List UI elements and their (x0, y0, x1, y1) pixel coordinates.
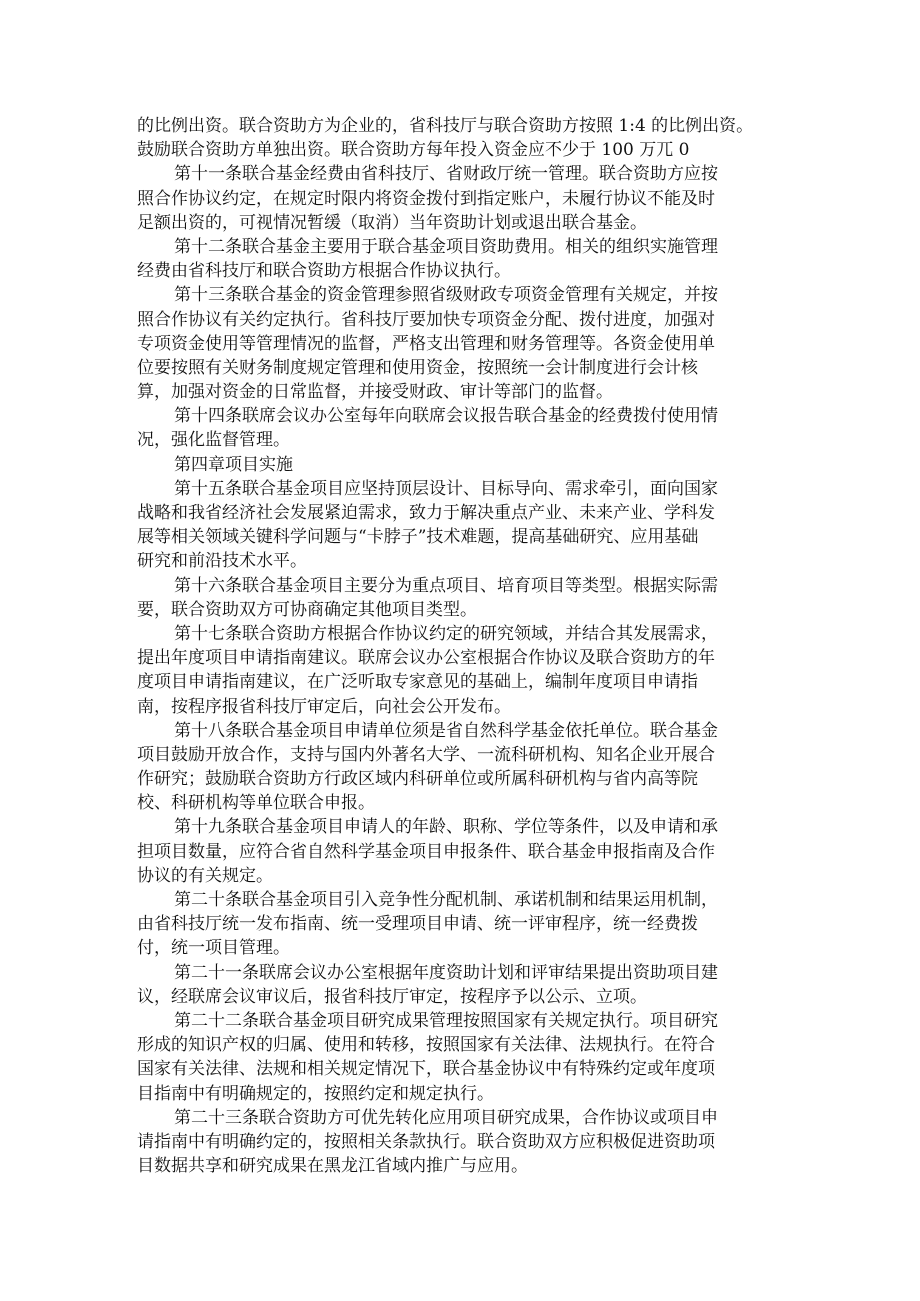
text-line: 算，加强对资金的日常监督，并接受财政、审计等部门的监督。 (137, 382, 613, 403)
text-line: 要，联合资助双方可协商确定其他项目类型。 (137, 599, 477, 620)
text-line: 校、科研机构等单位联合申报。 (137, 793, 375, 814)
text-line: 担项目数量，应符合省自然科学基金项目申报条件、联合基金申报指南及合作 (137, 841, 715, 862)
text-line: 第二十条联合基金项目引入竞争性分配机制、承诺机制和结果运用机制， (174, 890, 718, 910)
text-line: 第二十三条联合资助方可优先转化应用项目研究成果，合作协议或项目申 (174, 1107, 718, 1128)
text-line: 第十九条联合基金项目申请人的年龄、职称、学位等条件，以及申请和承 (174, 817, 718, 838)
text-line: 度项目申请指南建议，在广泛听取专家意见的基础上，编制年度项目申请指 (137, 672, 698, 693)
text-line: 提出年度项目申请指南建议。联席会议办公室根据合作协议及联合资助方的年 (137, 648, 715, 669)
document-page (137, 114, 797, 1178)
text-line: 战略和我省经济社会发展紧迫需求，致力于解决重点产业、未来产业、学科发 (137, 503, 715, 523)
text-line: 请指南中有明确约定的，按照相关条款执行。联合资助双方应积极促进资助项 (137, 1131, 715, 1152)
text-line: 付，统一项目管理。 (137, 938, 290, 959)
text-line: 第二十一条联席会议办公室根据年度资助计划和评审结果提出资助项目建 (174, 962, 718, 983)
text-line: 目指南中有明确规定的，按照约定和规定执行。 (137, 1083, 494, 1104)
text-line: 作研究；鼓励联合资助方行政区域内科研单位或所属科研机构与省内高等院 (137, 769, 698, 790)
text-line: 南，按程序报省科技厅审定后，向社会公开发布。 (137, 696, 511, 717)
text-line: 目数据共享和研究成果在黑龙江省域内推广与应用。 (137, 1156, 528, 1177)
text-line: 足额出资的，可视情况暂缓（取消）当年资助计划或退出联合基金。 (137, 212, 647, 233)
text-line: 第十六条联合基金项目主要分为重点项目、培育项目等类型。根据实际需 (174, 575, 718, 596)
text-line: 况，强化监督管理。 (137, 430, 290, 451)
text-line: 第十七条联合资助方根据合作协议约定的研究领域，并结合其发展需求， (174, 623, 718, 644)
text-line: 专项资金使用等管理情况的监督，严格支出管理和财务管理等。各资金使用单 (137, 333, 715, 354)
text-line: 展等相关领域关键科学问题与“卡脖子”技术难题，提高基础研究、应用基础 (137, 527, 699, 548)
text-line: 照合作协议有关约定执行。省科技厅要加快专项资金分配、拨付进度，加强对 (137, 309, 715, 330)
text-line: 协议的有关规定。 (137, 865, 273, 886)
text-line: 由省科技厅统一发布指南、统一受理项目申请、统一评审程序，统一经费拨 (137, 914, 698, 935)
text-line: 形成的知识产权的归属、使用和转移，按照国家有关法律、法规执行。在符合 (137, 1035, 715, 1056)
text-line: 经费由省科技厅和联合资助方根据合作协议执行。 (137, 261, 511, 282)
text-line: 议，经联席会议审议后，报省科技厅审定，按程序予以公示、立项。 (137, 986, 647, 1007)
text-line: 研究和前沿技术水平。 (137, 551, 307, 572)
text-line: 第十四条联席会议办公室每年向联席会议报告联合基金的经费拨付使用情 (174, 406, 718, 427)
text-line: 第十五条联合基金项目应坚持顶层设计、目标导向、需求牵引，面向国家 (174, 478, 718, 499)
text-line: 国家有关法律、法规和相关规定情况下，联合基金协议中有特殊约定或年度项 (137, 1059, 715, 1080)
text-line: 的比例出资。联合资助方为企业的，省科技厅与联合资助方按照 1:4 的比例出资。 (137, 116, 754, 136)
text-line: 第四章项目实施 (174, 454, 293, 475)
text-line: 鼓励联合资助方单独出资。联合资助方每年投入资金应不少于 100 万兀 0 (137, 140, 690, 161)
text-line: 第二十二条联合基金项目研究成果管理按照国家有关规定执行。项目研究 (174, 1010, 718, 1031)
text-line: 项目鼓励开放合作，支持与国内外著名大学、一流科研机构、知名企业开展合 (137, 744, 715, 765)
text-line: 位要按照有关财务制度规定管理和使用资金，按照统一会计制度进行会计核 (137, 357, 698, 378)
text-line: 第十八条联合基金项目申请单位须是省自然科学基金依托单位。联合基金 (174, 720, 718, 741)
text-line: 照合作协议约定，在规定时限内将资金拨付到指定账户，未履行协议不能及时 (137, 188, 715, 209)
text-line: 第十三条联合基金的资金管理参照省级财政专项资金管理有关规定，并按 (174, 285, 718, 306)
text-line: 第十二条联合基金主要用于联合基金项目资助费用。相关的组织实施管理 (174, 236, 718, 257)
text-line: 第十一条联合基金经费由省科技厅、省财政厅统一管理。联合资助方应按 (174, 164, 718, 185)
